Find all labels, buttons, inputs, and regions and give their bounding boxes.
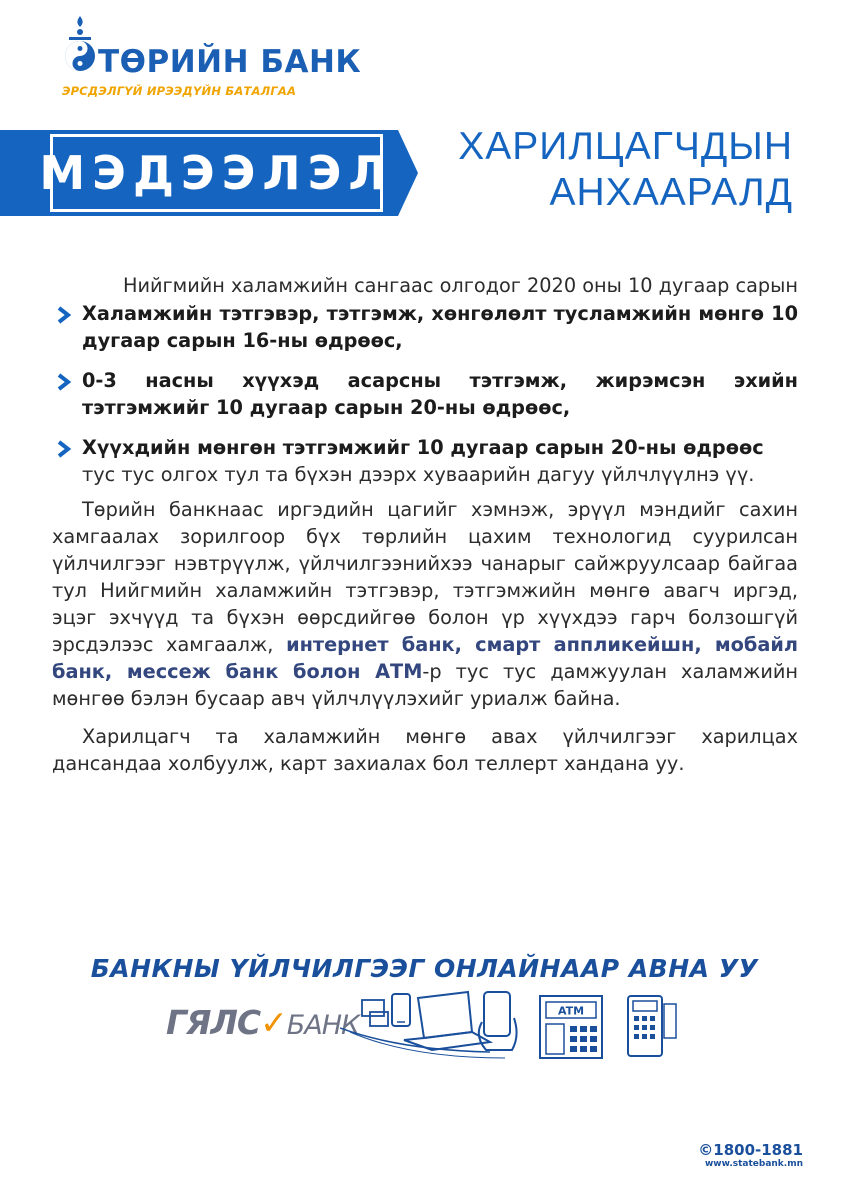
intro-text: Нийгмийн халамжийн сангаас олгодог 2020 оны 10 дугаар сарын xyxy=(122,274,798,297)
phone-number: ©1800-1881 xyxy=(698,1141,803,1159)
paragraph-1-start: Төрийн банкнаас иргэдийн цагийг хэмнэж, эрүүл мэндийг сахин хамгаалах зорилгоор бүх төрлийн цахим технологид суурилсан үйлчилгээг нэвтрүүлж, үйлчилгээнийхээ чанарыг сайжруулсаар байгаа тул Нийгмийн халамжийн тэтгэвэр, тэтгэмжийн мөнгө авагч иргэд, эцэг эхчүүд та бүхэн өөрсдийгөө болон үр хүүхдээ гарч болзошгүй эрсдэлээс хамгаалж, xyxy=(52,498,798,656)
attention-line-2: АНХААРАЛД xyxy=(549,171,793,214)
gyals-bank-logo xyxy=(166,1003,359,1042)
bullet-text: Хүүхдийн мөнгөн тэтгэмжийг 10 дугаар сарын 20-ны өдрөөс xyxy=(82,436,764,459)
bank-logo xyxy=(60,14,362,98)
paragraph-1 xyxy=(52,496,798,712)
info-banner xyxy=(0,130,430,216)
laptop-icon xyxy=(404,992,490,1050)
paragraph-2: Харилцагч та халамжийн мөнгө авах үйлчилгээг харилцах дансандаа холбуулж, карт захиалах бол теллерт хандана уу. xyxy=(52,725,798,775)
chevron-right-icon xyxy=(54,440,74,458)
attention-line-1: ХАРИЛЦАГЧДЫН xyxy=(458,125,793,168)
bank-slogan: ЭРСДЭЛГҮЙ ИРЭЭДҮЙН БАТАЛГАА xyxy=(62,84,297,98)
paragraph-1-end: -р тус тус дамжуулан халамжийн мөнгөө бэлэн бусаар авч үйлчлүүлэхийг уриалж байна. xyxy=(52,660,798,710)
atm-icon xyxy=(540,996,602,1058)
pos-terminal-icon xyxy=(628,996,676,1056)
mobile-phone-icon xyxy=(392,994,410,1026)
digital-channels-highlight: интернет банк, смарт аппликейшн, мобайл банк, мессеж банк болон АТМ xyxy=(52,633,798,683)
bullet-text: Халамжийн тэтгэвэр, тэтгэмж, хөнгөлөлт тусламжийн мөнгө 10 дугаар сарын 16-ны өдрөөс, xyxy=(82,302,798,352)
banner-frame xyxy=(39,134,394,212)
soyombo-logo-icon xyxy=(60,14,100,76)
bank-name: ТӨРИЙН БАНК xyxy=(98,44,362,80)
chevron-right-icon xyxy=(54,306,74,324)
banner-title: МЭДЭЭЛЭЛ xyxy=(39,146,394,200)
bullet-tail-text: тус тус олгох тул та бүхэн дээрх хуваарийн дагуу үйлчлүүлнэ үү. xyxy=(82,463,755,486)
bank-text: БАНК xyxy=(286,1010,360,1041)
atm-label: ATM xyxy=(557,1004,585,1018)
attention-heading xyxy=(458,124,793,216)
bullet-item xyxy=(52,434,798,488)
check-mark-icon: ✓ xyxy=(260,1003,287,1042)
bullet-text: 0-3 насны хүүхэд асарсны тэтгэмж, жирэмсэн эхийн тэтгэмжийг 10 дугаар сарын 20-ны өдрөөс, xyxy=(82,369,798,419)
bullet-item xyxy=(52,300,798,354)
smartphone-hand-icon xyxy=(479,992,517,1050)
contact-info xyxy=(698,1141,803,1169)
online-service-heading: БАНКНЫ ҮЙЛЧИЛГЭЭГ ОНЛАЙНААР АВНА УУ xyxy=(90,954,759,983)
chevron-right-icon xyxy=(54,373,74,391)
digital-devices-illustration xyxy=(340,988,690,1068)
message-icon xyxy=(362,1000,388,1026)
website-link[interactable]: www.statebank.mn xyxy=(704,1159,803,1169)
bullet-item xyxy=(52,367,798,421)
notice-body xyxy=(52,272,798,777)
gyals-text: ГЯЛС xyxy=(166,1003,261,1042)
